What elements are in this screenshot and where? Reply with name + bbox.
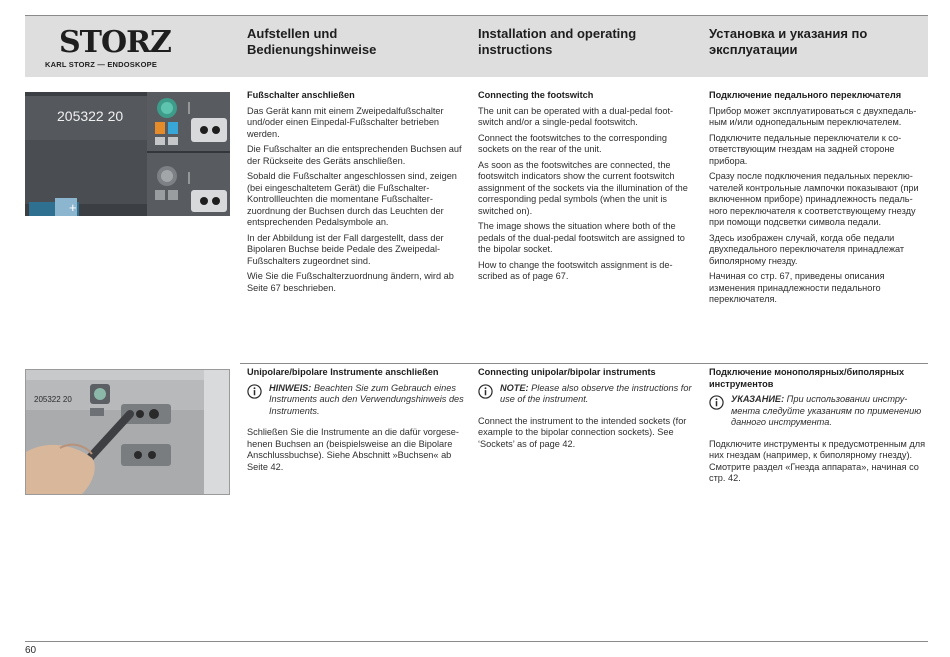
footswitch-panel-photo	[25, 92, 230, 216]
device-number-label: 205322 20	[34, 395, 72, 404]
paragraph: Das Gerät kann mit einem Zweipedalfußschalter und/oder einen Einpedal-Fußschalter betrieben werden.	[247, 105, 444, 139]
section-heading: Connecting the footswitch	[478, 90, 594, 100]
section1-english	[478, 90, 696, 287]
logo-subtitle: KARL STORZ — ENDOSKOPE	[45, 60, 158, 69]
note-text: Beachten Sie zum Gebrauch eines Instruments auch den Verwendungshinweis des Instruments.	[269, 382, 464, 416]
paragraph: Connect the instrument to the intended sockets (for example to the bipolar connection sockets). See ‘Sockets’ as of page 42.	[478, 415, 687, 449]
note-box	[709, 394, 928, 429]
paragraph: Начиная со стр. 67, приведены описания изменения принадлежности педального переключателя.	[709, 271, 885, 304]
note-box	[247, 383, 465, 418]
paragraph: The image shows the situation where both of the pedals of the dual-pedal footswitch are assigned to the bipolar socket.	[478, 221, 685, 254]
title-russian: Установка и указания по эксплуатации	[709, 26, 868, 57]
instrument-connection-photo	[25, 369, 230, 495]
paragraph: Sobald die Fußschalter angeschlossen sind, zeigen (bei eingeschaltetem Gerät) die Fußschalter-Kontrollleuchten die momentane Fußschalter-zuordnung der Buchsen durch das Leuchten der entsprechenden Pedalsymbole an.	[247, 171, 457, 227]
section-heading: Unipolare/bipolare Instrumente anschließen	[247, 367, 439, 377]
paragraph: In der Abbildung ist der Fall dargestellt, dass der Bipolaren Buchse beide Pedale des Zweipedal-Fußschalters zugeordnet sind.	[247, 232, 444, 266]
section2-german	[247, 367, 465, 477]
paragraph: Подключите педальные переключатели к со-ответствующим гнездам на задней стороне прибора.	[709, 132, 902, 166]
section2-russian	[709, 367, 928, 489]
section1-russian	[709, 90, 928, 310]
page-number: 60	[25, 645, 37, 656]
section-divider	[240, 363, 928, 364]
paragraph: Schließen Sie die Instrumente an die dafür vorgese-henen Buchsen an (beispielsweise an die Bipolare Anschlussbuchse). Siehe Abschnitt »Buchsen« ab Seite 42.	[247, 427, 459, 472]
note-text: При использовании инстру-мента следуйте указаниям по применению данного инструмента.	[731, 394, 922, 427]
note-label: УКАЗАНИЕ:	[731, 394, 785, 404]
paragraph: How to change the footswitch assignment is de-scribed as of page 67.	[478, 259, 673, 281]
info-icon	[709, 395, 724, 410]
section-heading: Connecting unipolar/bipolar instruments	[478, 367, 656, 377]
paragraph: As soon as the footswitches are connected, the footswitch indicators show the current footswitch assignment of the sockets via the illumination of the corresponding pedal symbols (when the unit is switched on).	[478, 159, 688, 216]
paragraph: Die Fußschalter an die entsprechenden Buchsen auf der Rückseite des Geräts anschließen.	[247, 144, 462, 166]
header-band	[25, 15, 928, 77]
info-icon	[247, 384, 262, 399]
paragraph: Wie Sie die Fußschalterzuordnung ändern, wird ab Seite 67 beschrieben.	[247, 271, 454, 293]
paragraph: The unit can be operated with a dual-pedal foot-switch and/or a single-pedal footswitch.	[478, 105, 674, 127]
device-number-label: 205322 20	[57, 108, 124, 124]
paragraph: Прибор может эксплуатироваться с двухпедаль-ным и/или однопедальным переключателем.	[709, 105, 917, 127]
title-english: Installation and operating instructions	[478, 26, 637, 57]
paragraph: Connect the footswitches to the corresponding sockets on the rear of the unit.	[478, 132, 667, 154]
karl-storz-logo	[45, 25, 171, 70]
note-text: Please also observe the instructions for use of the instrument.	[500, 382, 692, 404]
logo-wordmark: STORZ	[59, 25, 171, 60]
note-label: NOTE:	[500, 382, 529, 393]
paragraph: Здесь изображен случай, когда обе педали двухпедального переключателя принадлежат биполярному гнезду.	[709, 232, 905, 266]
section-heading: Подключение педального переключателя	[709, 90, 902, 100]
section2-english	[478, 367, 696, 454]
section1-german	[247, 90, 465, 298]
paragraph: Подключите инструменты к предусмотренным для них гнездам (например, к биполярному гнезду). Смотрите раздел «Гнезда аппарата», начиная со стр. 42.	[709, 438, 926, 483]
footer-divider	[25, 641, 928, 642]
section-heading: Fußschalter anschließen	[247, 90, 355, 100]
note-box	[478, 383, 696, 406]
paragraph: Сразу после подключения педальных переклю-чателей контрольные лампочки показывают (при включенном приборе) принадлежность педаль-ного переключателя к соответствующему гнезду при помощи подсветки символа педали.	[709, 171, 919, 227]
info-icon	[478, 384, 493, 399]
title-german: Aufstellen und Bedienungshinweise	[247, 26, 377, 57]
section-heading: Подключение монополярных/биполярных инструментов	[709, 367, 905, 389]
note-label: HINWEIS:	[269, 382, 312, 393]
svg-text:+: +	[69, 200, 77, 215]
